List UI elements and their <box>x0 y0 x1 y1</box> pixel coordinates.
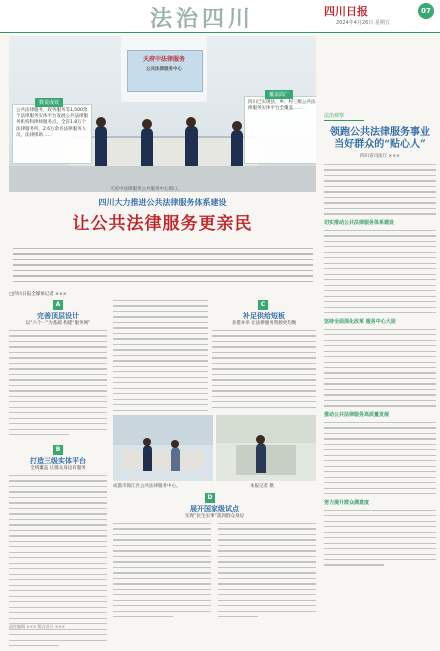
headline-band <box>9 197 316 249</box>
issue-date: 2024年4月26日 星期五 <box>336 20 390 26</box>
section-subtitle-b: 全域覆盖 让群众身边有服务 <box>30 466 86 471</box>
callout-left <box>12 100 92 164</box>
photo-person <box>95 126 107 166</box>
lead-photo <box>9 36 316 192</box>
section-subtitle-a: 以“六个一”为基础 构建“服务网” <box>25 321 91 326</box>
callout-right <box>244 92 316 164</box>
page-number-badge: 07 <box>418 3 434 19</box>
section-subtitle-d: 实现“民生实事”落到群众身边 <box>185 514 244 519</box>
right-column-subhead-3: 推动公共法律服务高质量发展 <box>324 411 390 418</box>
middle-column-body <box>113 300 208 432</box>
main-headline: 让公共法律服务更亲民 <box>72 214 253 234</box>
header-rule <box>0 32 440 33</box>
photo-person-head <box>232 121 242 131</box>
lead-photo-caption: 天府中法律服务公共服务中心窗口。 <box>110 187 182 192</box>
photo-person <box>231 130 243 166</box>
callout-left-text: 公共法律服务，政务服务等1,500余个法律服务实体平台发展公共法律服务机构和律师服务点，全省1.8万个法律服务所，2.6万余名法律服务人员，法律援助…… <box>16 108 88 138</box>
callout-right-text: 四川已实现县、乡、村三级公共法律服务实体平台全覆盖…… <box>248 100 316 112</box>
right-column-body-3 <box>324 329 436 407</box>
photo-person <box>185 126 198 166</box>
secondary-photo-2 <box>216 415 316 481</box>
secondary-photo-1-caption: 成都市锦江区公共法律服务中心。 <box>113 484 181 489</box>
section-d-body-right <box>218 523 316 622</box>
right-column-subhead-1: 切实推动公共法律服务体系建设 <box>324 219 395 226</box>
photo-person-head <box>96 117 106 127</box>
callout-right-tag: 覆盖面广 <box>265 90 293 99</box>
right-column-body-5 <box>324 510 436 566</box>
right-column-body-1 <box>324 164 436 215</box>
right-column-subhead-4: 努力提升群众满意度 <box>324 499 370 506</box>
right-column-body-2 <box>324 230 436 313</box>
photo-person-head <box>186 117 196 127</box>
section-badge: A <box>53 300 63 310</box>
section-d-body-left <box>113 523 211 622</box>
right-column-body-4 <box>324 422 436 494</box>
right-column-title: 领跑公共法律服务事业 当好群众的“贴心人” <box>330 127 430 150</box>
section-title-c: 补足供给短板 <box>243 312 285 320</box>
secondary-photo-1 <box>113 415 213 481</box>
section-title-b: 打造三级实体平台 <box>30 457 86 465</box>
sign-line-1: 天府中法律服务 <box>142 56 185 63</box>
section-title-d: 展开国家级试点 <box>190 505 239 513</box>
right-column <box>324 36 436 631</box>
newspaper-logo: 四川日报 <box>324 5 368 18</box>
section-c-body <box>212 330 316 412</box>
section-title-a: 完善顶层设计 <box>37 312 79 320</box>
photo-sign-text <box>127 54 201 72</box>
secondary-photo-2-caption: 本报记者 摄 <box>250 484 274 489</box>
right-column-label: 法治观察 <box>324 112 364 121</box>
section-title: 法治四川 <box>150 6 255 32</box>
section-subtitle-c: 多措并举 让法律服务资源更均衡 <box>231 321 297 326</box>
right-column-author: 四川省司法厅 ××× <box>360 154 400 159</box>
section-badge: D <box>205 493 215 503</box>
photo-person-head <box>142 119 152 129</box>
right-column-subhead-2: 坚持全面深化改革 服务中心大局 <box>324 318 396 325</box>
page-header <box>0 0 440 34</box>
article-byline: □四川日报全媒体记者 ××× <box>9 292 67 297</box>
callout-left-tag: 数说成效 <box>35 98 63 107</box>
page-footer: 责任编辑 ××× 版式设计 ××× <box>9 624 65 629</box>
intro-paragraph <box>9 248 316 286</box>
section-a-body <box>9 330 107 440</box>
photo-person <box>141 128 153 166</box>
section-badge: C <box>258 300 268 310</box>
section-badge: B <box>53 445 63 455</box>
sign-line-2: 公共法律服务中心 <box>146 67 182 72</box>
headline-kicker: 四川大力推进公共法律服务体系建设 <box>98 198 227 207</box>
